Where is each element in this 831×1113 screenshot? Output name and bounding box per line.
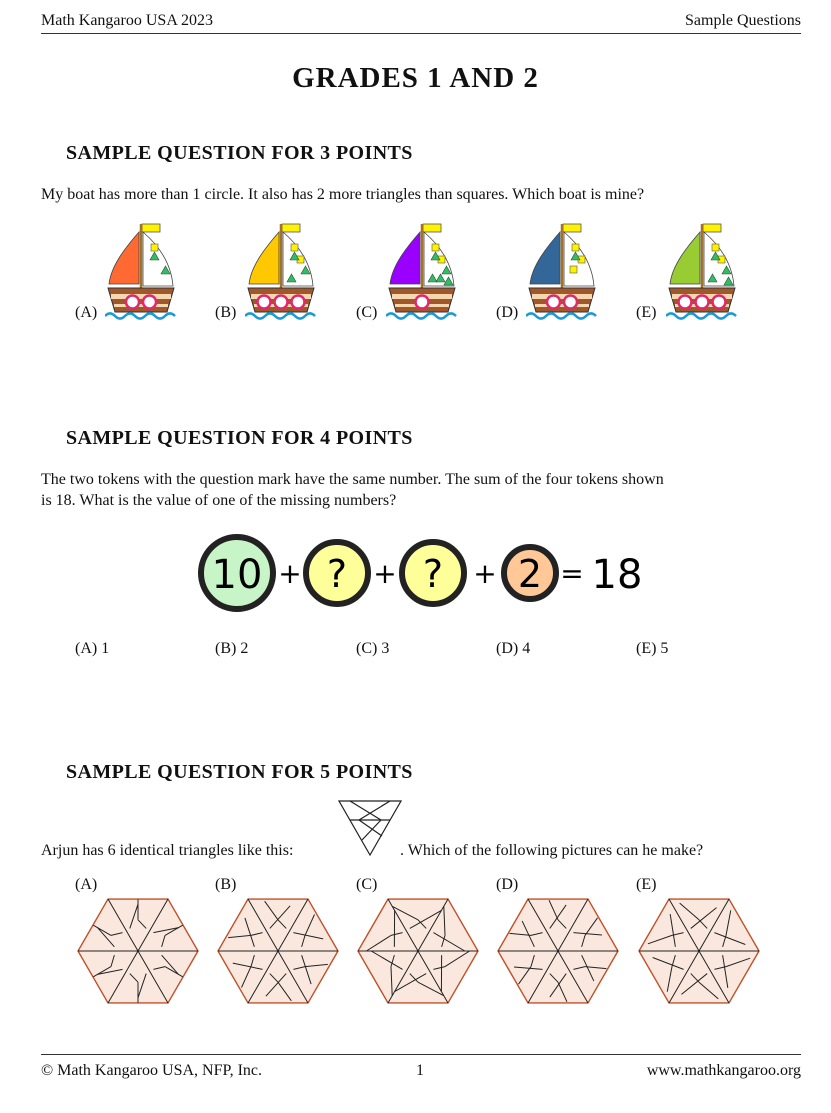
water-waves [386,314,456,319]
flag [142,224,160,232]
plus-sign-2: + [373,557,397,590]
q3-option-label[interactable]: (A) [75,304,98,321]
page-title: GRADES 1 AND 2 [292,62,539,94]
porthole-circle [547,296,560,309]
flag [282,224,300,232]
token-1-text: 10 [211,552,263,598]
token-3-text: ? [422,552,444,596]
q5-option-c-label[interactable]: (C) [356,876,378,893]
water-waves [105,314,175,319]
token-2-text: ? [326,552,348,596]
q5-heading: SAMPLE QUESTION FOR 5 POINTS [66,761,413,783]
porthole-circle [713,296,726,309]
equals-sign: = [560,557,584,590]
sailboat-picture[interactable] [526,222,598,320]
hull-stripe [535,304,589,307]
q4-option-a[interactable]: (A) 1 [75,640,110,657]
porthole-circle [564,296,577,309]
q4-heading: SAMPLE QUESTION FOR 4 POINTS [66,427,413,449]
water-waves [245,314,315,319]
square-shape [432,244,439,251]
q4-option-e[interactable]: (E) 5 [636,640,669,657]
porthole-circle [292,296,305,309]
header-left: Math Kangaroo USA 2023 [41,12,213,29]
porthole-circle [696,296,709,309]
hexagon-picture[interactable] [638,897,760,1005]
hull [108,288,174,312]
hexagon-picture[interactable] [77,897,199,1005]
hexagon-picture[interactable] [497,897,619,1005]
q4-equation [190,530,660,616]
q5-option-e-label[interactable]: (E) [636,876,657,893]
hull [529,288,595,312]
token-4-text: 2 [517,552,543,596]
hull-stripe [111,294,171,299]
square-shape [570,266,577,273]
q3-question: My boat has more than 1 circle. It also has 2 more triangles than squares. Which boat is mine? [41,186,645,203]
porthole-circle [416,296,429,309]
q4-option-d[interactable]: (D) 4 [496,640,531,657]
equation-result: 18 [591,552,643,598]
q3-option-label[interactable]: (E) [636,304,657,321]
porthole-circle [143,296,156,309]
q4-option-c[interactable]: (C) 3 [356,640,390,657]
square-shape [712,244,719,251]
square-shape [572,244,579,251]
q3-option-label[interactable]: (B) [215,304,237,321]
flag [703,224,721,232]
q3-option-label[interactable]: (C) [356,304,378,321]
square-shape [151,244,158,251]
q3-heading: SAMPLE QUESTION FOR 3 POINTS [66,142,413,164]
water-waves [526,314,596,319]
hexagon-picture[interactable] [357,897,479,1005]
q5-question-after: . Which of the following pictures can he make? [400,842,704,859]
hexagon-picture[interactable] [217,897,339,1005]
square-shape [291,244,298,251]
footer-rule [41,1054,801,1055]
q4-question-line1: The two tokens with the question mark have the same number. The sum of the four tokens shown [41,471,664,488]
plus-sign-1: + [278,557,302,590]
colored-sail [249,232,279,284]
colored-sail [390,232,420,284]
footer-copyright: © Math Kangaroo USA, NFP, Inc. [41,1062,263,1079]
water-waves [666,314,736,319]
hull-stripe [114,304,168,307]
q5-option-a-label[interactable]: (A) [75,876,98,893]
sailboat-picture[interactable] [666,222,738,320]
porthole-circle [258,296,271,309]
sailboat-picture[interactable] [245,222,317,320]
colored-sail [109,232,139,284]
colored-sail [670,232,700,284]
q3-option-label[interactable]: (D) [496,304,519,321]
q5-option-b-label[interactable]: (B) [215,876,237,893]
porthole-circle [126,296,139,309]
q5-question-before: Arjun has 6 identical triangles like this: [41,842,294,859]
plus-sign-3: + [473,557,497,590]
flag [563,224,581,232]
q4-question-line2: is 18. What is the value of one of the missing numbers? [41,492,397,509]
sailboat-picture[interactable] [105,222,177,320]
q5-option-d-label[interactable]: (D) [496,876,519,893]
header-rule [41,33,801,34]
footer-website: www.mathkangaroo.org [646,1062,801,1079]
colored-sail [530,232,560,284]
triangle-piece-icon [338,800,402,856]
q4-option-b[interactable]: (B) 2 [215,640,249,657]
porthole-circle [679,296,692,309]
page-number: 1 [416,1062,424,1079]
sailboat-picture[interactable] [386,222,458,320]
porthole-circle [275,296,288,309]
hull-stripe [532,294,592,299]
flag [423,224,441,232]
header-right: Sample Questions [685,12,801,29]
